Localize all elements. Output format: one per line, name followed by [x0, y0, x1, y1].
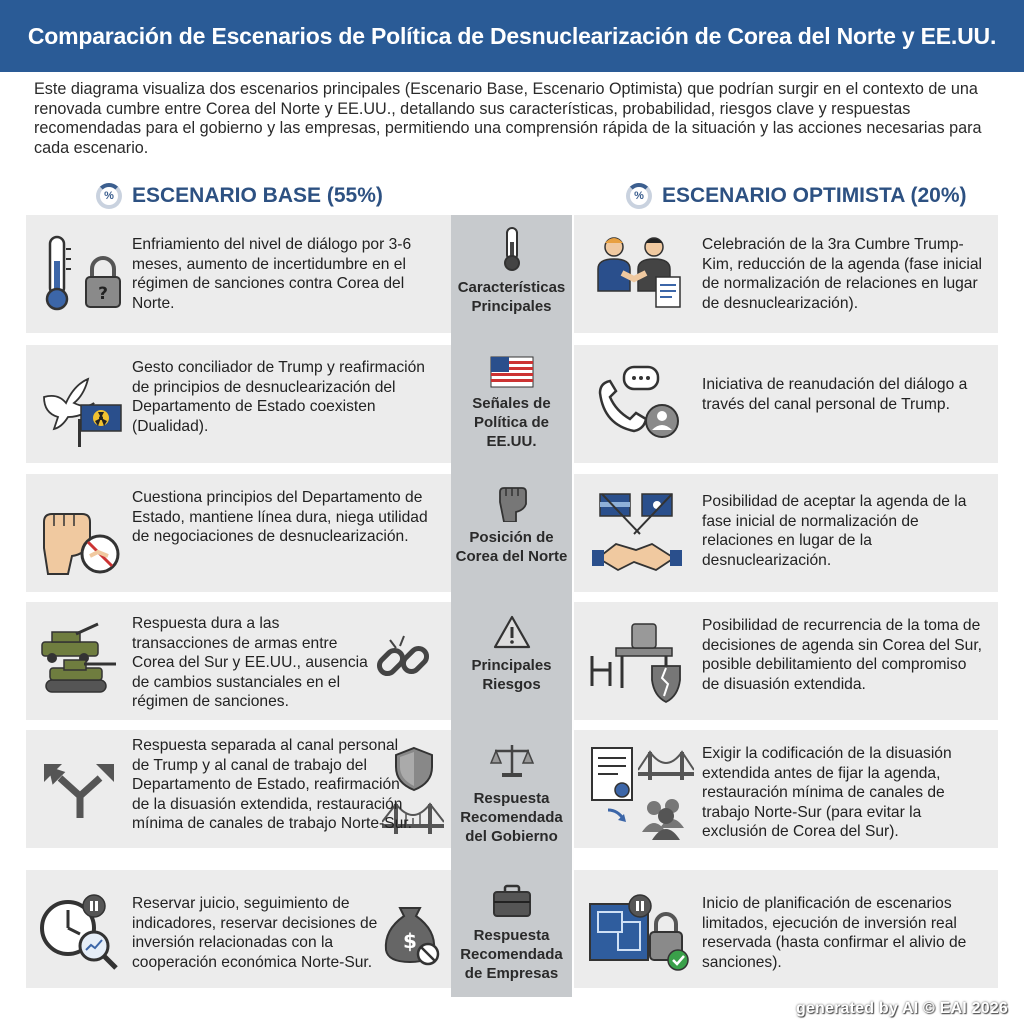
optimista-row-2 — [574, 345, 998, 463]
header-bar — [0, 0, 1024, 72]
optimista-row-6 — [574, 870, 998, 988]
briefcase-icon — [492, 884, 532, 918]
crossed-flags-icon — [592, 488, 692, 578]
handshake-leaders-icon — [592, 231, 688, 317]
dove-icon — [36, 361, 132, 447]
fist-icon — [38, 488, 134, 578]
base-row-5-text: Respuesta separada al canal personal de Trump y al canal de trabajo del Departamento de Estado, reafirmación de la disuasión extendida, restauración mínima de canales de trabajo Norte-Sur. — [132, 737, 412, 833]
page-title: Comparación de Escenarios de Política de Desnuclearización de Corea del Norte y EE.UU. — [27, 22, 997, 49]
category-3 — [451, 482, 572, 566]
base-row-1 — [26, 215, 451, 333]
scenario-base-label: ESCENARIO BASE (55%) — [132, 184, 383, 207]
optimista-row-6-text: Inicio de planificación de escenarios limitados, ejecución de inversión real reservada (hasta confirmar el alivio de sanciones). — [702, 895, 967, 971]
base-row-5 — [26, 730, 451, 848]
scenario-optimista-title — [626, 180, 967, 212]
watermark-text: generated by AI © EAI 2026 — [795, 1000, 1008, 1017]
raised-fist-icon — [494, 482, 530, 522]
optimista-row-4 — [574, 602, 998, 720]
category-label: Características Principales — [457, 279, 566, 315]
category-5 — [451, 741, 572, 846]
thermometer-icon — [500, 226, 524, 272]
base-row-2-text: Gesto conciliador de Trump y reafirmación de principios de desnuclearización del Departamento de Estado coexisten (Dualidad). — [132, 359, 425, 435]
category-label: Respuesta Recomendada de Empresas — [460, 927, 563, 982]
phone-icon — [594, 363, 690, 447]
category-column — [451, 215, 572, 997]
group-icon — [604, 794, 694, 840]
optimista-row-2-text: Iniciativa de reanudación del diálogo a través del canal personal de Trump. — [702, 376, 968, 413]
military-vehicles-icon — [36, 620, 130, 704]
category-label: Señales de Política de EE.UU. — [472, 395, 551, 450]
intro-text: Este diagrama visualiza dos escenarios principales (Escenario Base, Escenario Optimista) que podrían surgir en el contexto de una renovada cumbre entre Corea del Norte y EE.UU., detallando sus características, probabilidad, riesgos clave y respuestas recomendadas para el gobierno y las empresas, permitiendo una comprensión rápida de la situación y las acciones necesarias para cada escenario. — [34, 80, 982, 157]
base-row-1-text: Enfriamiento del nivel de diálogo por 3-6 meses, aumento de incertidumbre en el régimen de sanciones contra Corea del Norte. — [132, 236, 412, 312]
scenario-optimista-label: ESCENARIO OPTIMISTA (20%) — [662, 184, 967, 207]
category-1 — [451, 226, 572, 316]
optimista-row-1-text: Celebración de la 3ra Cumbre Trump-Kim, reducción de la agenda (fase inicial de normalización de relaciones en lugar de desnuclearización). — [702, 236, 982, 312]
optimista-row-3-text: Posibilidad de aceptar la agenda de la fase inicial de normalización de relaciones en lugar de la desnuclearización. — [702, 493, 967, 569]
base-row-2 — [26, 345, 451, 463]
percent-icon: % — [626, 183, 652, 209]
svg-text:?: ? — [98, 284, 108, 304]
optimista-row-5-text: Exigir la codificación de la disuasión extendida antes de fijar la agenda, restauración mínima de canales de trabajo Norte-Sur (para evitar la exclusión de Corea del Sur). — [702, 745, 952, 841]
optimista-row-5 — [574, 730, 998, 848]
category-2 — [451, 356, 572, 451]
base-row-4 — [26, 602, 451, 720]
thermometer-icon — [40, 233, 130, 313]
bridge-icon — [638, 748, 694, 788]
optimista-row-3 — [574, 474, 998, 592]
optimista-row-4-text: Posibilidad de recurrencia de la toma de decisiones de agenda sin Corea del Sur, posible debilitamiento del compromiso de disuasión extendida. — [702, 617, 983, 693]
us-flag-icon — [490, 356, 534, 388]
blueprint-icon — [584, 890, 694, 980]
scales-icon — [489, 741, 535, 779]
category-4 — [451, 614, 572, 694]
broken-chain-icon — [372, 630, 438, 694]
base-row-3-text: Cuestiona principios del Departamento de Estado, mantiene línea dura, niega utilidad de negociaciones de desnuclearización. — [132, 489, 428, 546]
warning-icon — [492, 614, 532, 650]
split-arrow-icon — [38, 760, 122, 820]
category-6 — [451, 884, 572, 983]
category-label: Principales Riesgos — [471, 657, 552, 693]
table-chair-icon — [588, 618, 692, 706]
base-row-6 — [26, 870, 451, 988]
percent-icon: % — [96, 183, 122, 209]
category-label: Respuesta Recomendada del Gobierno — [460, 790, 563, 845]
scenario-base-title — [96, 180, 383, 212]
clock-icon — [36, 892, 136, 980]
base-row-4-text: Respuesta dura a las transacciones de armas entre Corea del Sur y EE.UU., ausencia de cambios sustanciales en el régimen de sanciones. — [132, 615, 368, 711]
base-row-6-text: Reservar juicio, seguimiento de indicadores, reservar decisiones de inversión relacionadas con la cooperación económica Norte-Sur. — [132, 895, 378, 971]
svg-text:$: $ — [403, 929, 417, 953]
base-row-3 — [26, 474, 451, 592]
optimista-row-1 — [574, 215, 998, 333]
money-bag-icon — [382, 896, 442, 966]
category-label: Posición de Corea del Norte — [455, 529, 568, 565]
